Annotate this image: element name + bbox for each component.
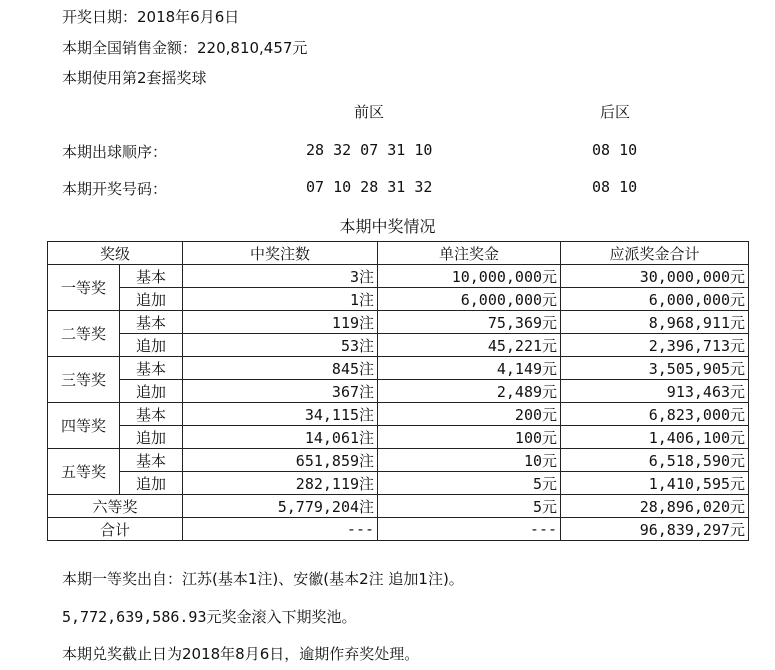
table-row bbox=[48, 334, 749, 357]
sum-prize: --- bbox=[378, 518, 561, 541]
bet-type: 基本 bbox=[120, 311, 183, 334]
tier-name: 四等奖 bbox=[48, 403, 120, 449]
header-total-payout: 应派奖金合计 bbox=[561, 242, 749, 265]
unit-prize: 45,221元 bbox=[378, 334, 561, 357]
table-row bbox=[48, 449, 749, 472]
ball-set: 本期使用第2套摇奖球 bbox=[62, 69, 207, 87]
table-row bbox=[48, 265, 749, 288]
tier-name: 六等奖 bbox=[48, 495, 183, 518]
header-winner-count: 中奖注数 bbox=[183, 242, 378, 265]
front-zone-label: 前区 bbox=[354, 103, 385, 121]
bet-type: 追加 bbox=[120, 426, 183, 449]
winning-numbers-back: 08 10 bbox=[592, 178, 638, 196]
table-row bbox=[48, 380, 749, 403]
total-payout: 2,396,713元 bbox=[561, 334, 749, 357]
draw-order-front: 28 32 07 31 10 bbox=[306, 141, 433, 159]
unit-prize: 10元 bbox=[378, 449, 561, 472]
winner-count: 367注 bbox=[183, 380, 378, 403]
winner-count: 53注 bbox=[183, 334, 378, 357]
unit-prize: 4,149元 bbox=[378, 357, 561, 380]
bet-type: 基本 bbox=[120, 265, 183, 288]
tier-name: 三等奖 bbox=[48, 357, 120, 403]
total-payout: 1,406,100元 bbox=[561, 426, 749, 449]
winner-count: 282,119注 bbox=[183, 472, 378, 495]
table-row bbox=[48, 357, 749, 380]
bet-type: 基本 bbox=[120, 449, 183, 472]
header-unit-prize: 单注奖金 bbox=[378, 242, 561, 265]
sum-count: --- bbox=[183, 518, 378, 541]
bet-type: 基本 bbox=[120, 357, 183, 380]
table-row-sum bbox=[48, 518, 749, 541]
table-header-row bbox=[48, 242, 749, 265]
total-payout: 1,410,595元 bbox=[561, 472, 749, 495]
winning-numbers-front: 07 10 28 31 32 bbox=[306, 178, 433, 196]
winner-count: 651,859注 bbox=[183, 449, 378, 472]
bet-type: 基本 bbox=[120, 403, 183, 426]
unit-prize: 200元 bbox=[378, 403, 561, 426]
winner-count: 5,779,204注 bbox=[183, 495, 378, 518]
bet-type: 追加 bbox=[120, 380, 183, 403]
rollover-note: 5,772,639,586.93元奖金滚入下期奖池。 bbox=[62, 608, 357, 626]
table-row bbox=[48, 426, 749, 449]
unit-prize: 100元 bbox=[378, 426, 561, 449]
winner-count: 3注 bbox=[183, 265, 378, 288]
unit-prize: 10,000,000元 bbox=[378, 265, 561, 288]
unit-prize: 75,369元 bbox=[378, 311, 561, 334]
sum-total: 96,839,297元 bbox=[561, 518, 749, 541]
total-payout: 6,518,590元 bbox=[561, 449, 749, 472]
draw-date: 开奖日期：2018年6月6日 bbox=[62, 8, 240, 26]
total-payout: 8,968,911元 bbox=[561, 311, 749, 334]
claim-deadline: 本期兑奖截止日为2018年8月6日，逾期作弃奖处理。 bbox=[62, 645, 420, 663]
total-payout: 30,000,000元 bbox=[561, 265, 749, 288]
table-row-sixth bbox=[48, 495, 749, 518]
total-payout: 3,505,905元 bbox=[561, 357, 749, 380]
total-payout: 913,463元 bbox=[561, 380, 749, 403]
first-prize-origin: 本期一等奖出自：江苏(基本1注)、安徽(基本2注 追加1注)。 bbox=[62, 570, 464, 588]
total-payout: 6,000,000元 bbox=[561, 288, 749, 311]
unit-prize: 5元 bbox=[378, 495, 561, 518]
sum-label: 合计 bbox=[48, 518, 183, 541]
draw-order-label: 本期出球顺序： bbox=[62, 143, 168, 161]
unit-prize: 2,489元 bbox=[378, 380, 561, 403]
header-prize-level: 奖级 bbox=[48, 242, 183, 265]
table-row bbox=[48, 311, 749, 334]
draw-order-back: 08 10 bbox=[592, 141, 638, 159]
total-payout: 6,823,000元 bbox=[561, 403, 749, 426]
winner-count: 34,115注 bbox=[183, 403, 378, 426]
winner-count: 845注 bbox=[183, 357, 378, 380]
tier-name: 一等奖 bbox=[48, 265, 120, 311]
total-payout: 28,896,020元 bbox=[561, 495, 749, 518]
prize-table bbox=[47, 241, 749, 541]
table-row bbox=[48, 288, 749, 311]
table-row bbox=[48, 472, 749, 495]
unit-prize: 6,000,000元 bbox=[378, 288, 561, 311]
bet-type: 追加 bbox=[120, 472, 183, 495]
table-title: 本期中奖情况 bbox=[339, 217, 436, 236]
back-zone-label: 后区 bbox=[600, 103, 631, 121]
table-row bbox=[48, 403, 749, 426]
tier-name: 二等奖 bbox=[48, 311, 120, 357]
winner-count: 1注 bbox=[183, 288, 378, 311]
winner-count: 119注 bbox=[183, 311, 378, 334]
bet-type: 追加 bbox=[120, 334, 183, 357]
bet-type: 追加 bbox=[120, 288, 183, 311]
winning-numbers-label: 本期开奖号码： bbox=[62, 180, 168, 198]
sales-amount: 本期全国销售金额：220,810,457元 bbox=[62, 39, 308, 57]
unit-prize: 5元 bbox=[378, 472, 561, 495]
tier-name: 五等奖 bbox=[48, 449, 120, 495]
winner-count: 14,061注 bbox=[183, 426, 378, 449]
